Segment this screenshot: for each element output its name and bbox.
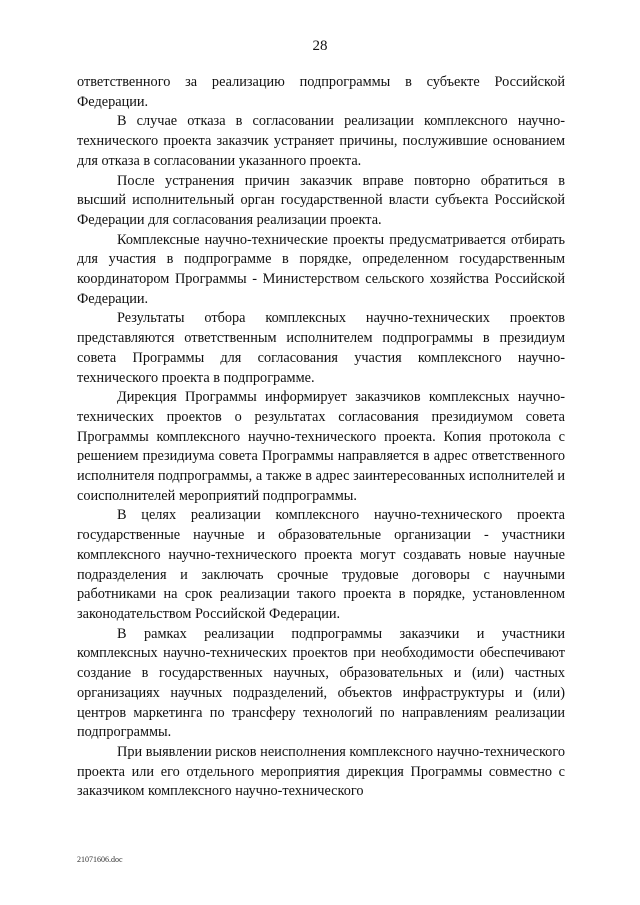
paragraph-2: В случае отказа в согласовании реализации комплексного научно-технического проекта заказчик устраняет причины, послужившие основанием для отказа в согласовании указанного проекта. — [77, 113, 565, 169]
body-text — [77, 73, 565, 802]
paragraph-7: В целях реализации комплексного научно-технического проекта государственные научные и образовательные организации - участники комплексного научно-технического проекта могут создавать новые научные подразделения и заключать срочные трудовые договоры с научными работниками на срок реализации такого проекта в порядке, установленном законодательством Российской Федерации. — [77, 507, 565, 622]
paragraph-6: Дирекция Программы информирует заказчиков комплексных научно-технических проектов о результатах согласования президиумом совета Программы комплексного научно-технического проекта. Копия протокола с решением президиума совета Программы направляется в адрес ответственного исполнителя подпрограммы, а также в адрес заинтересованных исполнителей и соисполнителей мероприятий подпрограммы. — [77, 389, 565, 504]
paragraph-3: После устранения причин заказчик вправе повторно обратиться в высший исполнительный орган государственной власти субъекта Российской Федерации для согласования реализации проекта. — [77, 172, 565, 228]
paragraph-1: ответственного за реализацию подпрограммы в субъекте Российской Федерации. — [77, 74, 565, 110]
page-number: 28 — [312, 38, 328, 54]
paragraph-5: Результаты отбора комплексных научно-технических проектов представляются ответственным исполнителем подпрограммы в президиум совета Программы для согласования участия комплексного научно-технического проекта в подпрограмме. — [77, 310, 565, 386]
footer-filename: 21071606.doc — [77, 855, 123, 864]
paragraph-4: Комплексные научно-технические проекты предусматривается отбирать для участия в подпрограмме в порядке, определенном государственным координатором Программы - Министерством сельского хозяйства Российской Федерации. — [77, 231, 565, 307]
paragraph-8: В рамках реализации подпрограммы заказчики и участники комплексных научно-технических проектов при необходимости обеспечивают создание в государственных научных, образовательных и (или) частных организациях научных подразделений, объектов инфраструктуры и (или) центров маркетинга по трансферу технологий по направлениям реализации подпрограммы. — [77, 625, 565, 741]
paragraph-9: При выявлении рисков неисполнения комплексного научно-технического проекта или его отдельного мероприятия дирекция Программы совместно с заказчиком комплексного научно-технического — [77, 743, 565, 800]
